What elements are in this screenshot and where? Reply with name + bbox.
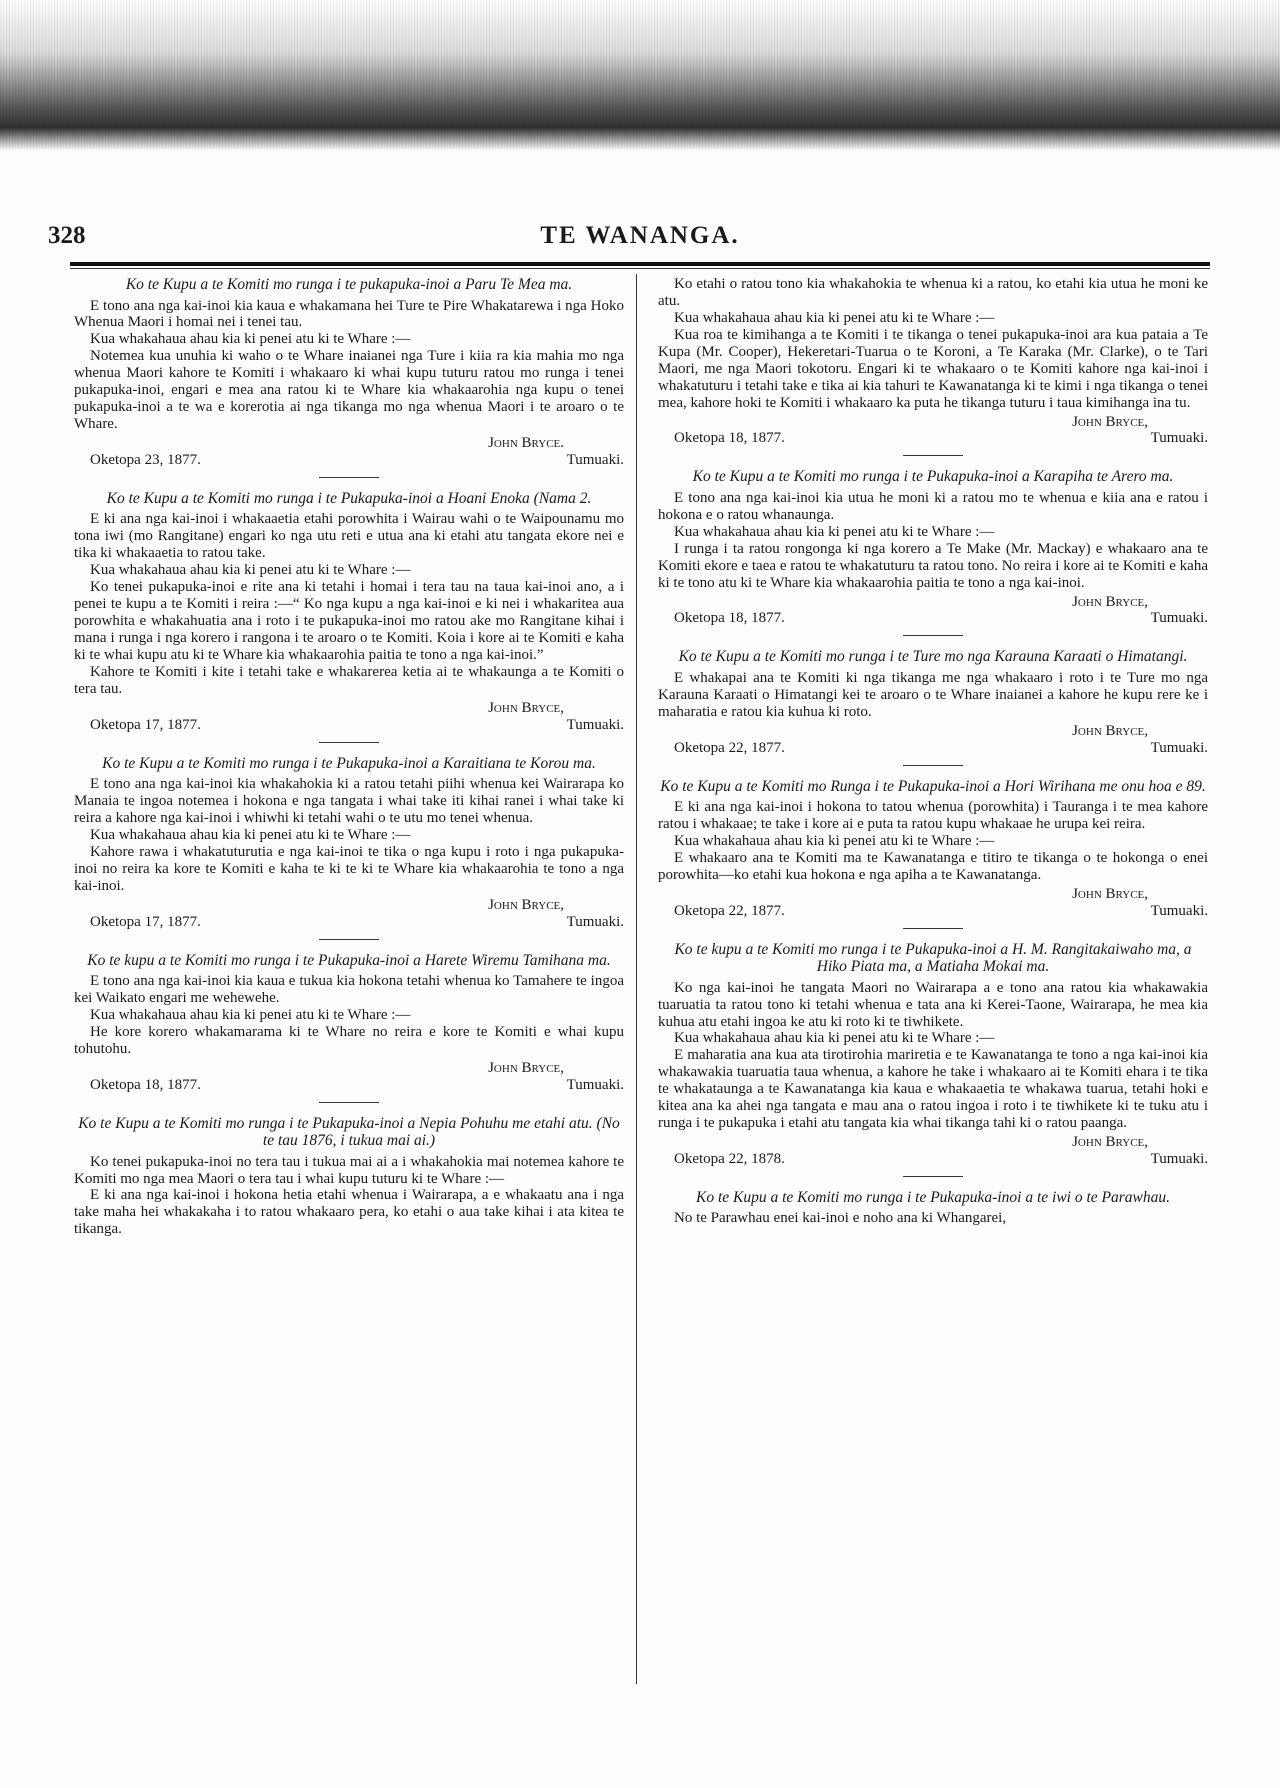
report-section bbox=[74, 755, 624, 940]
section-separator bbox=[319, 939, 379, 940]
signature-row bbox=[90, 914, 624, 931]
header-rule bbox=[70, 262, 1210, 266]
signature-title: Tumuaki. bbox=[1150, 610, 1208, 627]
signature-title: Tumuaki. bbox=[1150, 1151, 1208, 1167]
section-paragraph: E ki ana nga kai-inoi i whakaaetia etahi porowhita i Wairau wahi o te Waipounamu mo tona iwi (mo Rangitane) engari ko nga utu reti e utua ana ki etahi atu tangata ekore nei e tika ki whakaaetia to ratou take. bbox=[74, 511, 624, 562]
page-number: 328 bbox=[48, 222, 86, 249]
section-paragraph: Notemea kua unuhia ki waho o te Whare inaianei nga Ture i kiia ra kia mahia mo nga whenua Maori kahore te Komiti i whakaaro ki whai kupu tuturu ratou mo runga i tenei pukapuka-inoi, engari e mea ana ratou ki te Whare kia whakaarohia nga kupu o tenei pukapuka-inoi a te wa e korerotia ai nga tikanga mo nga whenua Maori i te aroaro o te Whare. bbox=[74, 348, 624, 433]
section-separator bbox=[903, 928, 963, 929]
section-paragraph: Kua whakahaua ahau kia ki penei atu ki te Whare :— bbox=[674, 832, 995, 849]
signature-name: John Bryce, bbox=[1072, 722, 1148, 739]
report-section bbox=[74, 490, 624, 743]
section-paragraph: Kua roa te kimihanga a te Komiti i te tikanga o tenei pukapuka-inoi ara kua pataia a Te Kupa (Mr. Cooper), Hekeretari-Tuarua o te Koroni, a Te Karaka (Mr. Clarke), o te Tari Maori, me nga Maori tokotoru. Engari ki te whakaaro o te Komiti kahore nga kai-inoi i whakatuturu i tetahi take e tika ai kia tahuri te Kawanatanga ki te kimi i nga tikanga o tenei mea, kahore hoki te Komiti i whakaaro ka puta he tikanga tuturu i taua kimihanga ina tu. bbox=[658, 326, 1208, 411]
section-separator bbox=[903, 765, 963, 766]
section-paragraph: Kua whakahaua ahau kia ki penei atu ki te Whare :— bbox=[90, 562, 411, 579]
signature-row bbox=[674, 740, 1208, 757]
section-heading: Ko te kupu a te Komiti mo runga i te Pukapuka-inoi a H. M. Rangitakaiwaho ma, a Hiko Piata ma, a Matiaha Mokai ma. bbox=[674, 940, 1192, 976]
section-heading: Ko te Kupu a te Komiti mo runga i te Pukapuka-inoi a te iwi o te Parawhau. bbox=[695, 1188, 1170, 1206]
section-paragraph: E tono ana nga kai-inoi kia utua he moni ki a ratou mo te whenua e kiia ana e ratou i hokona e o ratou whanaunga. bbox=[658, 489, 1208, 523]
section-paragraph: E tono ana nga kai-inoi kia kaua e whakamana hei Ture te Pire Whakatarewa i nga Hoko Whenua Maori i homai nei i tenei tau. bbox=[74, 297, 624, 331]
section-separator bbox=[903, 455, 963, 456]
signature-name: John Bryce, bbox=[1072, 885, 1148, 902]
page-title: TE WANANGA. bbox=[540, 222, 740, 249]
section-paragraph: E ki ana nga kai-inoi i hokona hetia etahi whenua i Wairarapa, a e whakaatu ana i nga take maha hei whakakaha i to ratou whakaaro pera, ko etahi o aua take kihai i ata kitea te tikanga. bbox=[74, 1187, 624, 1238]
section-heading: Ko te Kupu a te Komiti mo runga i te Pukapuka-inoi a Nepia Pohuhu me etahi atu. (No te tau 1876, i tukua mai ai.) bbox=[78, 1114, 620, 1150]
section-paragraph: E whakapai ana te Komiti ki nga tikanga me nga whakaaro i roto i te Ture mo nga Karauna Karaati o Himatangi kei te aroaro o te Whare inaianei a kahore he kupu rere ke i maharatia e ratou kia kuhua ki roto. bbox=[658, 669, 1208, 720]
signature-title: Tumuaki. bbox=[566, 451, 624, 468]
section-paragraph: Kua whakahaua ahau kia ki penei atu ki te Whare :— bbox=[674, 1030, 995, 1047]
section-separator bbox=[903, 1176, 963, 1177]
signature-name: John Bryce, bbox=[488, 896, 564, 913]
section-separator bbox=[319, 477, 379, 478]
signature-row bbox=[674, 1151, 1208, 1168]
section-separator bbox=[903, 635, 963, 636]
right-column bbox=[658, 276, 1208, 1239]
section-paragraph: Kua whakahaua ahau kia ki penei atu ki te Whare :— bbox=[90, 331, 411, 348]
signature-date: Oketopa 22, 1877. bbox=[674, 902, 785, 919]
signature-title: Tumuaki. bbox=[1150, 902, 1208, 919]
report-section bbox=[658, 648, 1208, 765]
report-section bbox=[658, 1189, 1208, 1227]
section-paragraph: I runga i ta ratou rongonga ki nga korero a Te Make (Mr. Mackay) e whakaaro ana te Komiti ekore e taea e ratou te whakatuturu ta ratou tono. No reira i kore ai te Komiti e kaha ki te tono atu ki te Whare kia whakaarohia paitia te tono a nga kai-inoi. bbox=[658, 540, 1208, 591]
section-paragraph: E tono ana nga kai-inoi kia whakahokia ki a ratou tetahi piihi whenua kei Wairarapa ko Manaia te ingoa notemea i hokona e nga tangata i whai take iti kihai ranei i whai take ki reira a kahore nga kai-inoi i whiwhi ki tetahi wahi o te utu mo tenei whenua. bbox=[74, 776, 624, 826]
report-section bbox=[74, 952, 624, 1103]
signature-date: Oketopa 23, 1877. bbox=[90, 451, 201, 468]
signature-row bbox=[90, 717, 624, 734]
signature-date: Oketopa 18, 1877. bbox=[674, 610, 785, 627]
section-paragraph: Ko tenei pukapuka-inoi e rite ana ki tetahi i homai i tera tau na taua kai-inoi ano, a i penei te kupu a te Komiti i reira :—“ Ko nga kupu a nga kai-inoi e ki nei i whakaritea aua porowhita e whakahuatia ana i roto i te pukapuka-inoi mo ratou ake mo Rangitane kihai i mana i runga i nga korero i rangona i te aroaro o te Komiti. Koia i kore ai te Komiti e kaha ki te whai kupu atu ki te Whare kia whakaarohia paitia te tono a nga kai-inoi.” bbox=[74, 579, 624, 663]
section-heading: Ko te Kupu a te Komiti mo runga i te Ture mo nga Karauna Karaati o Himatangi. bbox=[678, 648, 1188, 666]
section-heading: Ko te kupu a te Komiti mo runga i te Pukapuka-inoi a Harete Wiremu Tamihana ma. bbox=[87, 951, 611, 969]
signature-name: John Bryce, bbox=[1072, 1134, 1148, 1151]
signature-name: John Bryce, bbox=[488, 1059, 564, 1076]
scan-noise-band bbox=[0, 0, 1280, 150]
signature-row bbox=[90, 452, 624, 469]
signature-row bbox=[674, 610, 1208, 627]
report-section bbox=[658, 778, 1208, 929]
section-paragraph: Kahore te Komiti i kite i tetahi take e whakarerea ketia ai te whakaunga a te Komiti o tera tau. bbox=[74, 663, 624, 697]
signature-date: Oketopa 17, 1877. bbox=[90, 913, 201, 930]
signature-title: Tumuaki. bbox=[566, 716, 624, 733]
signature-date: Oketopa 22, 1877. bbox=[674, 739, 785, 756]
report-section bbox=[658, 276, 1208, 456]
section-heading: Ko te Kupu a te Komiti mo Runga i te Pukapuka-inoi a Hori Wirihana me onu hoa e 89. bbox=[660, 777, 1206, 795]
section-heading: Ko te Kupu a te Komiti mo runga i te Pukapuka-inoi a Karaitiana te Korou ma. bbox=[102, 754, 596, 772]
signature-name: John Bryce, bbox=[1072, 413, 1148, 430]
signature-title: Tumuaki. bbox=[566, 1076, 624, 1093]
section-paragraph: Ko tenei pukapuka-inoi no tera tau i tukua mai ai a i whakahokia mai notemea kahore te Komiti mo nga mea Maori o tera tau i whai kupu tuturu ki te Whare :— bbox=[74, 1153, 624, 1187]
signature-date: Oketopa 18, 1877. bbox=[90, 1076, 201, 1093]
section-paragraph: Ko etahi o ratou tono kia whakahokia te whenua ki a ratou, ko etahi kia utua he moni ke atu. bbox=[658, 276, 1208, 309]
section-paragraph: E ki ana nga kai-inoi i hokona to tatou whenua (porowhita) i Tauranga i te mea kahore ratou i whakaae; te take i kore ai e puta ta ratou kupu whakaae he urupa kei reira. bbox=[658, 799, 1208, 832]
column-divider bbox=[636, 274, 637, 1684]
left-column bbox=[74, 276, 624, 1250]
section-paragraph: Kua whakahaua ahau kia ki penei atu ki te Whare :— bbox=[674, 523, 995, 540]
report-section bbox=[74, 276, 624, 478]
section-heading: Ko te Kupu a te Komiti mo runga i te Pukapuka-inoi a Hoani Enoka (Nama 2. bbox=[106, 489, 592, 507]
section-paragraph: Kua whakahaua ahau kia ki penei atu ki te Whare :— bbox=[90, 1006, 411, 1023]
signature-date: Oketopa 17, 1877. bbox=[90, 716, 201, 733]
section-separator bbox=[319, 742, 379, 743]
report-section bbox=[74, 1115, 624, 1239]
signature-title: Tumuaki. bbox=[566, 913, 624, 930]
section-paragraph: He kore korero whakamarama ki te Whare no reira e kore te Komiti e whai kupu tohutohu. bbox=[74, 1023, 624, 1057]
header-rule-thin bbox=[70, 268, 1210, 269]
report-section bbox=[658, 941, 1208, 1177]
signature-title: Tumuaki. bbox=[1150, 430, 1208, 447]
signature-title: Tumuaki. bbox=[1150, 739, 1208, 756]
section-heading: Ko te Kupu a te Komiti mo runga i te Pukapuka-inoi a Karapiha te Arero ma. bbox=[692, 468, 1174, 486]
signature-row bbox=[674, 903, 1208, 920]
section-paragraph: Kua whakahaua ahau kia ki penei atu ki te Whare :— bbox=[674, 309, 995, 326]
section-paragraph: E maharatia ana kua ata tirotirohia mariretia e te Kawanatanga te tono a nga kai-inoi kia whakawakia tuaruatia taua whenua, a kahore he take i whakaaro ai te Komiti ehara i te tika te whakataunga a te Kawanatanga kia kaua e whakaaetia te whakawa tuarua, tetahi hoki e kitea ana ka ahei nga tangata e mau ana o ratou ingoa i roto i te tiwhikete ki te tuku atu i runga i te pukapuka i etahi atu tangata kia whai tikanga tahi ki o ratou paanga. bbox=[658, 1047, 1208, 1132]
signature-date: Oketopa 18, 1877. bbox=[674, 430, 785, 447]
signature-row bbox=[674, 430, 1208, 447]
section-paragraph: E tono ana nga kai-inoi kia kaua e tukua kia hokona tetahi whenua ko Tamahere te ingoa kei Waikato engari me wehewehe. bbox=[74, 973, 624, 1006]
report-section bbox=[658, 468, 1208, 636]
section-paragraph: E whakaaro ana te Komiti ma te Kawanatanga e titiro te tikanga o te hokonga o enei porowhita—ko etahi kua hokona e nga apiha a te Kawanatanga. bbox=[658, 849, 1208, 883]
section-paragraph: Kua whakahaua ahau kia ki penei atu ki te Whare :— bbox=[90, 826, 411, 843]
section-paragraph: No te Parawhau enei kai-inoi e noho ana ki Whangarei, bbox=[674, 1210, 1007, 1227]
signature-name: John Bryce, bbox=[1072, 593, 1148, 610]
signature-row bbox=[90, 1077, 624, 1094]
section-paragraph: Kahore rawa i whakatuturutia e nga kai-inoi te tika o nga kupu i roto i nga pukapuka-inoi no reira ka kore te Komiti e kaha te ki te ki te Whare kia whakaarohia te tono a nga kai-inoi. bbox=[74, 843, 624, 894]
section-heading: Ko te Kupu a te Komiti mo runga i te pukapuka-inoi a Paru Te Mea ma. bbox=[125, 276, 573, 293]
signature-name: John Bryce, bbox=[488, 699, 564, 716]
section-paragraph: Ko nga kai-inoi he tangata Maori no Wairarapa a e tono ana ratou kia whakawakia tuaruatia ta ratou tono ki tetahi whenua e tata ana ki Kerei-Taone, Wairarapa, he mea kia kuhua atu etahi ingoa ke atu ki roto ki te tiwhikete. bbox=[658, 979, 1208, 1030]
signature-name: John Bryce. bbox=[488, 435, 564, 451]
signature-date: Oketopa 22, 1878. bbox=[674, 1151, 785, 1167]
section-separator bbox=[319, 1102, 379, 1103]
